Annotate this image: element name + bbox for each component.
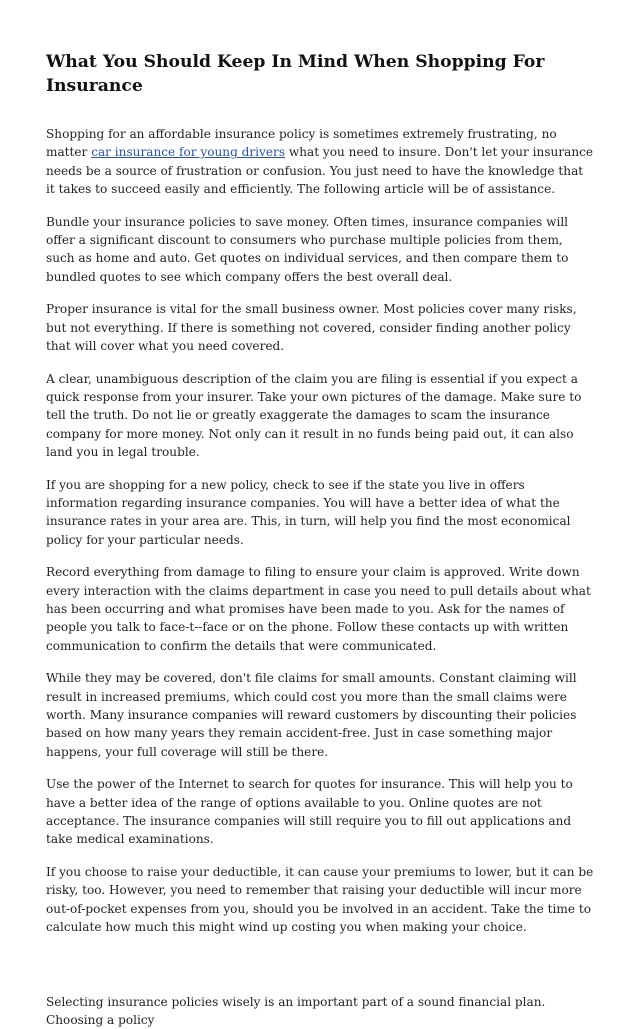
intro-text-after: what you need to insure. Don't let your insurance needs be a source of frustration or confusion. You just need to have the knowledge that it takes to succeed easily and efficiently. The following article will be of assistance. <box>46 145 594 196</box>
paragraph: Proper insurance is vital for the small business owner. Most policies cover many risks, but not everything. If there is something not covered, consider finding another policy that will cover what you need covered. <box>46 302 577 353</box>
paragraph: While they may be covered, don't file claims for small amounts. Constant claiming will result in increased premiums, which could cost you more than the small claims were worth. Many insurance companies will reward customers by discounting their policies based on how many years they remain accident-free. Just in case something major happens, your full coverage will still be there. <box>46 671 577 759</box>
paragraph: Record everything from damage to filing to ensure your claim is approved. Write down every interaction with the claims department in case you need to pull details about what has been occurring and what promises have been made to you. Ask for the names of people you talk to face-t--face or on the phone. Follow these contacts up with written communication to confirm the details that were communicated. <box>46 565 591 653</box>
paragraph: Use the power of the Internet to search for quotes for insurance. This will help you to have a better idea of the range of options available to you. Online quotes are not acceptance. The insurance companies will still require you to fill out applications and take medical examinations. <box>46 777 573 847</box>
paragraph: Bundle your insurance policies to save money. Often times, insurance companies will offer a significant discount to consumers who purchase multiple policies from them, such as home and auto. Get quotes on individual services, and then compare them to bundled quotes to see which company offers the best overall deal. <box>46 214 569 284</box>
car-insurance-link[interactable]: car insurance for young drivers <box>91 145 286 160</box>
page-title: What You Should Keep In Mind When Shopping For Insurance <box>46 52 545 96</box>
paragraph: A clear, unambiguous description of the claim you are filing is essential if you expect a quick response from your insurer. Take your own pictures of the damage. Make sure to tell the truth. Do not lie or greatly exaggerate the damages to scam the insurance company for more money. Not only can it result in no funds being paid out, it can also land you in legal trouble. <box>46 371 582 459</box>
closing-paragraph: Selecting insurance policies wisely is an important part of a sound financial plan. Choosing a policy <box>46 994 546 1028</box>
intro-text-before: Shopping for an affordable insurance policy is sometimes extremely frustrating, no matter <box>46 127 557 160</box>
section-gap <box>46 951 594 993</box>
paragraph: If you are shopping for a new policy, check to see if the state you live in offers information regarding insurance companies. You will have a better idea of what the insurance rates in your area are. This, in turn, will help you find the most economical policy for your particular needs. <box>46 477 571 547</box>
intro-paragraph <box>46 125 594 198</box>
paragraph: If you choose to raise your deductible, it can cause your premiums to lower, but it can be risky, too. However, you need to remember that raising your deductible will incur more out-of-pocket expenses from you, should you be involved in an accident. Take the time to calculate how much this might wind up costing you when making your choice. <box>46 865 594 934</box>
